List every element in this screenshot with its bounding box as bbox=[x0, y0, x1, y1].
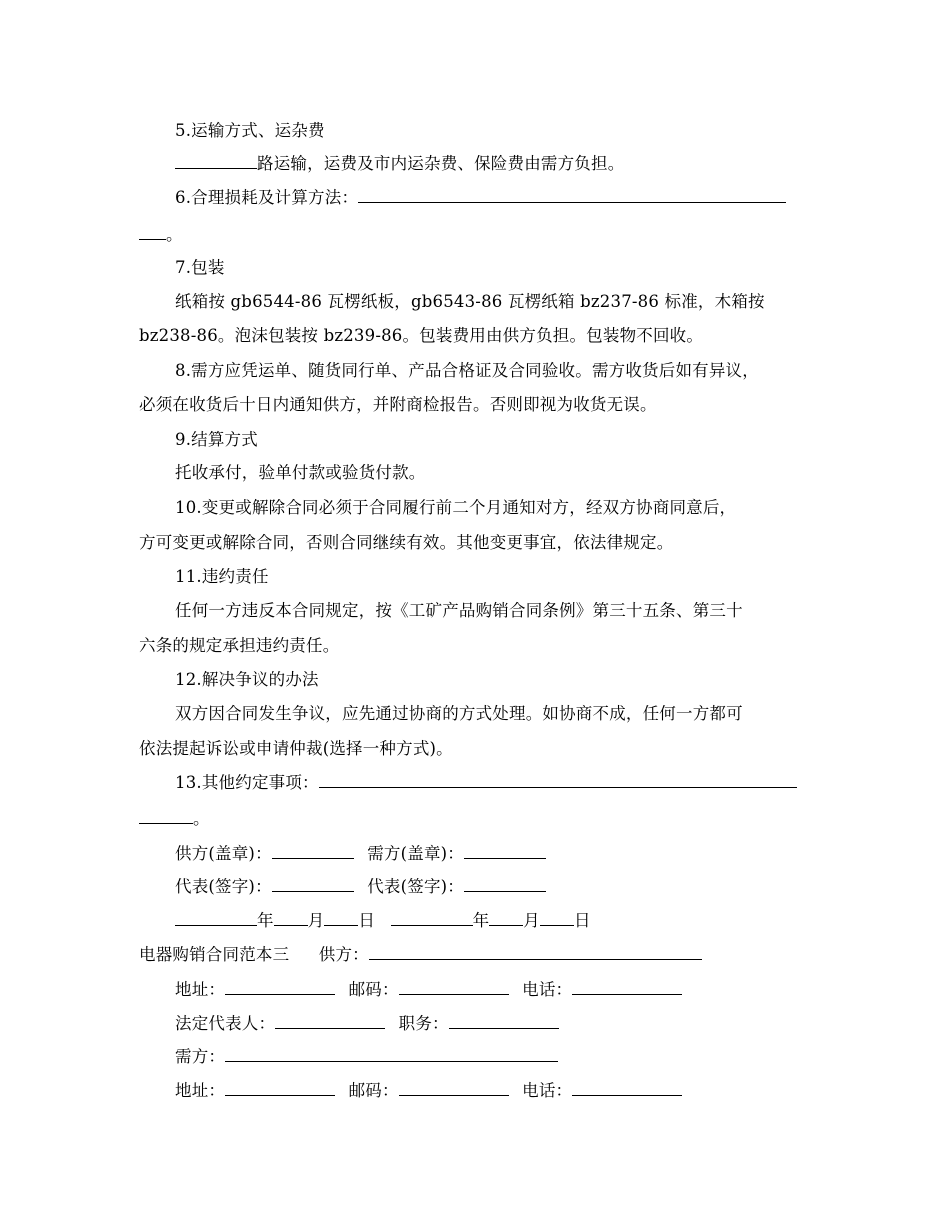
section-13-continuation bbox=[139, 808, 210, 830]
blank-field bbox=[175, 911, 257, 926]
legal-rep-label: 法定代表人： bbox=[175, 1014, 276, 1033]
blank-field bbox=[272, 877, 354, 892]
period: 。 bbox=[166, 225, 183, 244]
blank-field bbox=[399, 980, 509, 995]
buyer-row bbox=[175, 1046, 558, 1068]
section-10-body-2: 方可变更或解除合同，否则合同继续有效。其他变更事宜，依法律规定。 bbox=[139, 533, 674, 552]
blank-field bbox=[464, 844, 546, 859]
section-11-heading: 11.违约责任 bbox=[175, 567, 269, 586]
contract-3-title-row bbox=[139, 944, 702, 966]
section-5-body bbox=[175, 153, 624, 175]
blank-field bbox=[540, 911, 574, 926]
zip-label: 邮码： bbox=[348, 1081, 399, 1100]
supplier-rep-label: 代表(签字)： bbox=[175, 877, 272, 896]
section-11-body-2: 六条的规定承担违约责任。 bbox=[139, 636, 340, 655]
section-12-heading: 12.解决争议的办法 bbox=[175, 670, 319, 689]
section-11-body-1: 任何一方违反本合同规定，按《工矿产品购销合同条例》第三十五条、第三十 bbox=[175, 601, 743, 620]
legal-rep-row bbox=[175, 1013, 559, 1035]
blank-field bbox=[319, 773, 797, 788]
address-label: 地址： bbox=[175, 980, 226, 999]
buyer-rep-label: 代表(签字)： bbox=[367, 877, 465, 896]
date-row bbox=[175, 910, 591, 932]
blank-field bbox=[324, 911, 358, 926]
blank-field bbox=[175, 154, 257, 169]
tel-label: 电话： bbox=[522, 1081, 573, 1100]
month-label: 月 bbox=[307, 911, 325, 930]
signature-row-seal bbox=[175, 843, 546, 865]
signature-row-rep bbox=[175, 876, 546, 898]
supplier-label: 供方： bbox=[318, 945, 369, 964]
period: 。 bbox=[193, 809, 210, 828]
blank-field bbox=[225, 980, 335, 995]
supplier-seal-label: 供方(盖章)： bbox=[175, 844, 272, 863]
section-5-heading: 5.运输方式、运杂费 bbox=[175, 121, 325, 140]
blank-field bbox=[225, 1047, 558, 1062]
buyer-address-row bbox=[175, 1080, 682, 1102]
section-8-body-2: 必须在收货后十日内通知供方，并附商检报告。否则即视为收货无误。 bbox=[139, 395, 657, 414]
blank-field bbox=[139, 809, 193, 824]
buyer-label: 需方： bbox=[175, 1047, 226, 1066]
blank-field bbox=[139, 225, 166, 240]
blank-field bbox=[464, 877, 546, 892]
section-13-heading bbox=[175, 772, 797, 794]
section-6-continuation bbox=[139, 224, 183, 246]
supplier-address-row bbox=[175, 979, 682, 1001]
blank-field bbox=[449, 1014, 559, 1029]
buyer-seal-label: 需方(盖章)： bbox=[367, 844, 465, 863]
section-13-label: 13.其他约定事项： bbox=[175, 773, 319, 792]
blank-field bbox=[272, 844, 354, 859]
blank-field bbox=[399, 1081, 509, 1096]
section-7-body-1: 纸箱按 gb6544-86 瓦楞纸板，gb6543-86 瓦楞纸箱 bz237-86 标准，木箱按 bbox=[175, 292, 765, 311]
address-label: 地址： bbox=[175, 1081, 226, 1100]
zip-label: 邮码： bbox=[348, 980, 399, 999]
section-12-body-1: 双方因合同发生争议，应先通过协商的方式处理。如协商不成，任何一方都可 bbox=[175, 704, 743, 723]
blank-field bbox=[274, 911, 308, 926]
blank-field bbox=[572, 1081, 682, 1096]
contract-3-title: 电器购销合同范本三 bbox=[139, 945, 290, 964]
year-label: 年 bbox=[257, 911, 274, 930]
section-5-text: 路运输，运费及市内运杂费、保险费由需方负担。 bbox=[257, 154, 625, 173]
position-label: 职务： bbox=[398, 1014, 449, 1033]
year-label: 年 bbox=[472, 911, 490, 930]
blank-field bbox=[225, 1081, 335, 1096]
blank-field bbox=[369, 945, 702, 960]
section-10-body-1: 10.变更或解除合同必须于合同履行前二个月通知对方，经双方协商同意后， bbox=[175, 498, 737, 517]
section-7-body-2: bz238-86。泡沫包装按 bz239-86。包装费用由供方负担。包装物不回收。 bbox=[139, 326, 704, 345]
blank-field bbox=[275, 1014, 385, 1029]
day-label: 日 bbox=[573, 911, 591, 930]
blank-field bbox=[489, 911, 523, 926]
section-8-body-1: 8.需方应凭运单、随货同行单、产品合格证及合同验收。需方收货后如有异议， bbox=[175, 361, 759, 380]
section-7-heading: 7.包装 bbox=[175, 258, 225, 277]
section-9-heading: 9.结算方式 bbox=[175, 430, 258, 449]
section-6-label: 6.合理损耗及计算方法： bbox=[175, 188, 359, 207]
blank-field bbox=[358, 188, 786, 203]
blank-field bbox=[391, 911, 473, 926]
section-9-body: 托收承付，验单付款或验货付款。 bbox=[175, 463, 426, 482]
month-label: 月 bbox=[523, 911, 540, 930]
blank-field bbox=[572, 980, 682, 995]
section-6-heading bbox=[175, 187, 786, 209]
tel-label: 电话： bbox=[522, 980, 573, 999]
section-12-body-2: 依法提起诉讼或申请仲裁(选择一种方式)。 bbox=[139, 739, 453, 758]
day-label: 日 bbox=[358, 911, 376, 930]
